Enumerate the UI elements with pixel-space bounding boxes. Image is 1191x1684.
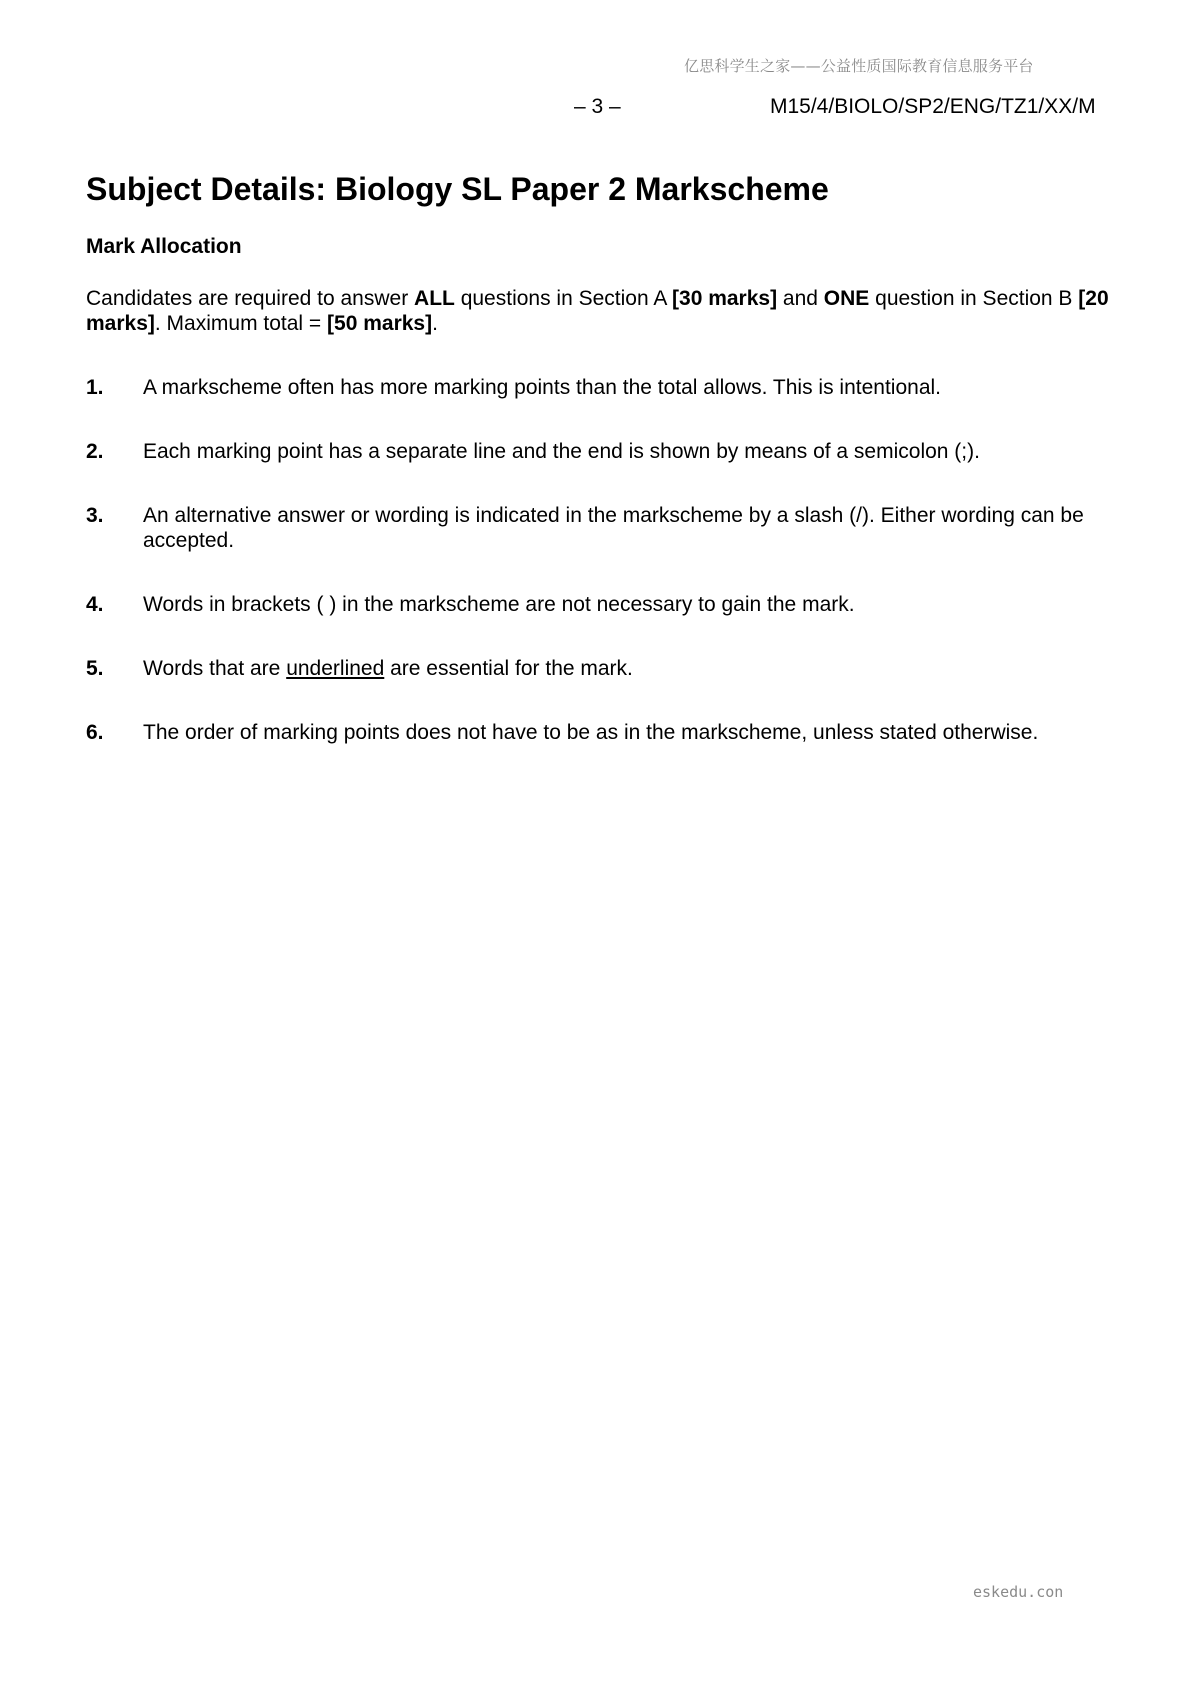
underlined-word: underlined [286, 657, 385, 680]
intro-text: Candidates are required to answer [86, 287, 415, 310]
rule-text: Each marking point has a separate line and the end is shown by means of a semicolon (;). [143, 440, 980, 463]
page-title: Subject Details: Biology SL Paper 2 Markscheme [86, 171, 829, 207]
intro-text: and [777, 287, 824, 310]
footer-watermark: eskedu.con [973, 1583, 1064, 1601]
document-code: M15/4/BIOLO/SP2/ENG/TZ1/XX/M [770, 95, 1096, 118]
rule-item-5 [86, 656, 1116, 681]
rule-number: 2. [86, 440, 104, 463]
rule-item-3 [86, 503, 1116, 553]
rule-number: 1. [86, 376, 104, 399]
section-heading-mark-allocation: Mark Allocation [86, 235, 242, 258]
rule-number: 4. [86, 593, 104, 616]
intro-paragraph [86, 286, 1116, 336]
rule-number: 5. [86, 657, 104, 680]
intro-emphasis: ONE [823, 287, 870, 310]
rule-item-4 [86, 592, 1116, 617]
intro-text: question in Section B [869, 287, 1079, 310]
rule-text-part: Words that are [143, 657, 287, 680]
intro-emphasis: ALL [414, 287, 455, 310]
rule-text: An alternative answer or wording is indicated in the markscheme by a slash (/). Either wording can be accepted. [143, 504, 1084, 552]
rule-text-part: are essential for the mark. [384, 657, 633, 680]
intro-emphasis: [50 marks] [327, 312, 433, 335]
rule-text: A markscheme often has more marking points than the total allows. This is intentional. [143, 376, 942, 399]
rule-number: 3. [86, 504, 104, 527]
rule-item-1 [86, 375, 1116, 400]
rule-number: 6. [86, 721, 104, 744]
header-watermark: 亿思科学生之家——公益性质国际教育信息服务平台 [684, 57, 1034, 75]
intro-emphasis: [30 marks] [672, 287, 778, 310]
intro-text: . [432, 312, 438, 335]
rule-text: The order of marking points does not have to be as in the markscheme, unless stated otherwise. [143, 721, 1039, 744]
rule-text: Words in brackets ( ) in the markscheme are not necessary to gain the mark. [143, 593, 855, 616]
rule-item-2 [86, 439, 1116, 464]
rule-item-6 [86, 720, 1116, 745]
intro-text: . Maximum total = [154, 312, 328, 335]
page-number: – 3 – [574, 95, 621, 118]
intro-text: questions in Section A [454, 287, 673, 310]
intro-emphasis: [20 marks] [86, 287, 1109, 335]
rule-text [143, 656, 1116, 681]
